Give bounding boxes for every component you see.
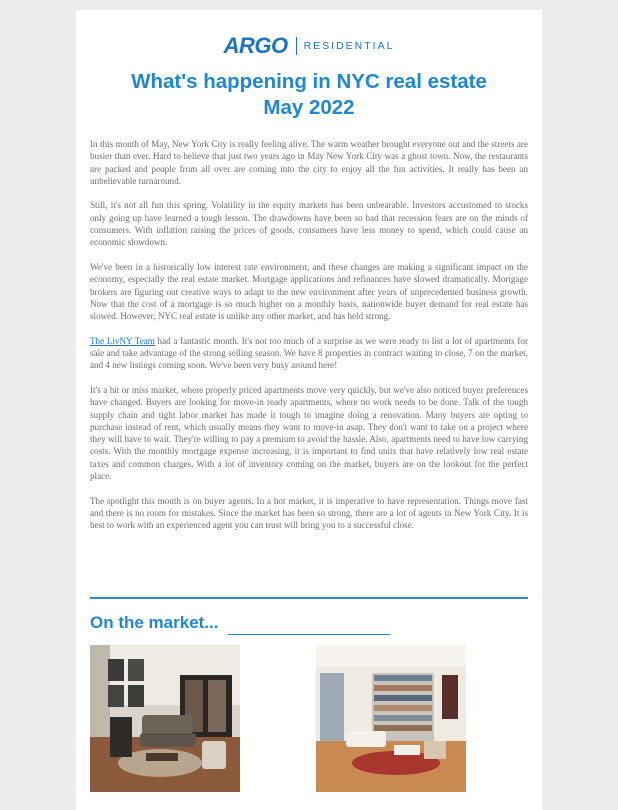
logo-divider [296,37,297,55]
newsletter-sheet [76,10,542,810]
paragraph-3: We've been in a historically low interest rate environment, and these changes are making a significant impact on the economy, especially the real estate market. Mortgage applications and refinances have slowed dramatically. Mortgage brokers are figuring out creative ways to adapt to the new environment after years of unprecedented business growth. Now that the cost of a mortgage is so much higher on a monthly basis, nationwide buyer demand for real estate has slowed. However, NYC real estate is unlike any other market, and has held strong. [90,261,528,322]
living-room-image [90,645,240,792]
paragraph-5: It's a hit or miss market, where properly priced apartments move very quickly, but we've also noticed buyer preferences have changed. Buyers are looking for move-in ready apartments, where no work needs to be done. Talk of the tough supply chain and tight labor market has made it tough to imagine doing a renovation. Many buyers are opting to purchase instead of rent, which usually means they want to move-in asap. They don't want to take on a project where they will have to wait. They're willing to pay a premium to avoid the hassle. Also, apartments need to have low carrying costs. With the monthly mortgage expense increasing, it is important to find units that have relatively low real estate taxes and common charges. With a lot of inventory coming on the market, buyers are on the lookout for the perfect place. [90,384,528,482]
brand-division: RESIDENTIAL [303,40,395,52]
argo-logo[interactable]: ARGO [223,33,288,58]
livny-team-link[interactable]: The LivNY Team [90,335,155,346]
on-the-market-title: On the market... [90,613,219,632]
headline-line-1: What's happening in NYC real estate [131,70,487,93]
paragraph-4-text: had a fantastic month. It's not too much of a surprise as we were ready to list a lot of apartments for sale and take advantage of the strong selling season. We have 8 properties in contract waiting to close, 7 on the market, and 4 new listings coming soon. We've been very busy around here! [90,335,528,371]
brand-header [76,32,542,60]
title-underline [228,634,390,635]
article-body [90,138,528,544]
section-divider [90,597,528,599]
listing-photo-library-room[interactable] [316,645,466,792]
library-room-image [316,645,466,792]
paragraph-4 [90,335,528,372]
newsletter-headline [76,69,542,121]
paragraph-1: In this month of May, New York City is really feeling alive. The warm weather brought everyone out and the streets are busier than ever. Hard to believe that just two years ago in May New York City was a ghost town. Now, the restaurants are packed and people from all over are coming into the city to enjoy all the fun activities. It really has been an unbelievable turnaround. [90,139,528,186]
paragraph-6: The spotlight this month is on buyer agents. In a hot market, it is imperative to have representation. Things move fast and there is no room for mistakes. Since the market has been so strong, there are a lot of agents in New York City. It is best to work with an experienced agent you can trust will bring you to a successful close. [90,495,528,531]
listing-photo-living-room[interactable] [90,645,240,792]
headline-line-2: May 2022 [263,96,355,119]
paragraph-2: Still, it's not all fun this spring. Volatility in the equity markets has been unbearable. Investors accustomed to stocks only going up have learned a tough lesson. The drawdowns have been so bad that recession fears are on the minds of consumers. With inflation raising the prices of goods, consumers have less money to spend, which could cause an economic slowdown. [90,200,528,248]
